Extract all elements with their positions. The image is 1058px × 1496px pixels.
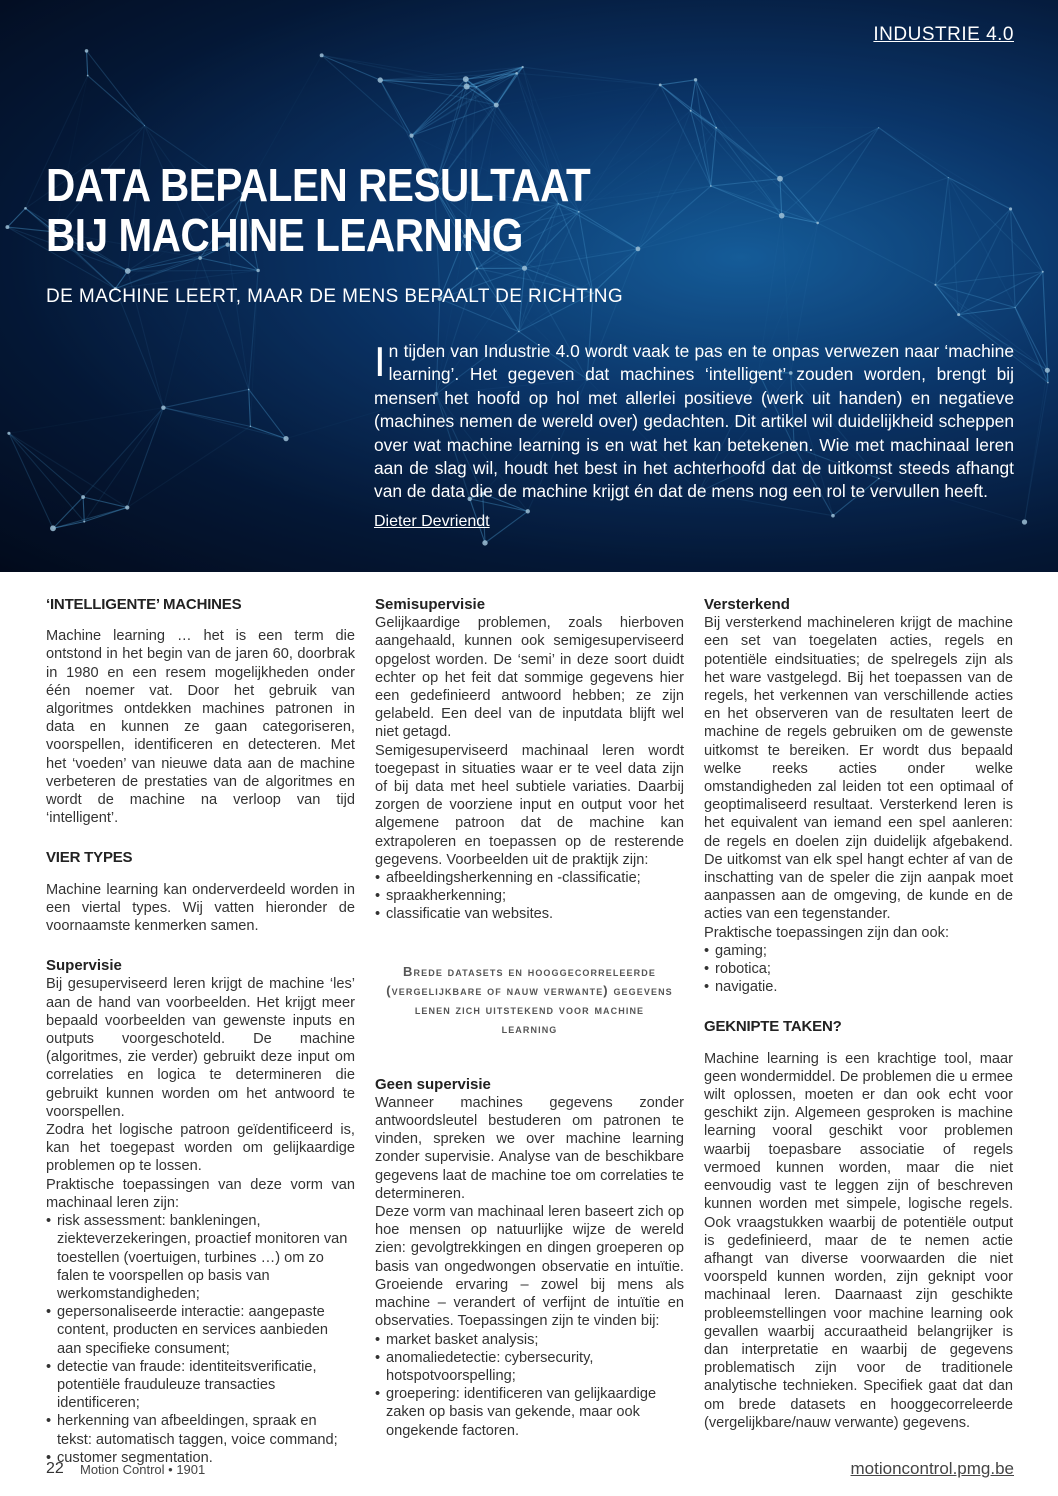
- semisupervisie-bullet-list: [375, 869, 684, 924]
- author-link[interactable]: Dieter Devriendt: [374, 513, 490, 530]
- paragraph-geen-supervisie-1: Wanneer machines gegevens zonder antwoordsleutel bestuderen om patronen te vinden, spreken we over machine learning zonder supervisie. Analyse van de beschikbare gegevens laat de machine toe om correlaties te determineren.: [375, 1094, 684, 1202]
- paragraph-supervisie-1: Bij gesuperviseerd leren krijgt de machine ‘les’ aan de hand van voorbeelden. Het krijgt meer bepaald voorbeelden van gewenste inputs en outputs voorgeschoteld. De machine (algoritmes, zie verder) gebruikt deze input om correlaties en logica te determineren die gebruikt kunnen worden om het antwoord te voorspellen.: [46, 976, 355, 1120]
- supervisie-bullet-list: [46, 1212, 355, 1467]
- hero-banner: [0, 0, 1058, 572]
- paragraph-versterkend-1: Bij versterkend machineleren krijgt de machine een set van toegelaten acties, regels en potentiële eindsituaties; de spelregels zijn als het ware vastgelegd. Bij het toepassen van de regels, het verkennen van verschillende acties en het observeren van de resultaten leert de machine de regels gebruiken om de gewenste uitkomst te bereiken. Er wordt dus bepaald welke reeks acties onder welke omstandigheden zal leiden tot een optimaal of geoptimaliseerd resultaat. Versterkend leren is het equivalent van iemand een spel aanleren: de regels en doelen zijn duidelijk afgebakend. De uitkomst van elk spel hangt echter af van de inschatting van de speler die zijn aanpak moet aanpassen aan de omgeving, de kunde en de acties van een tegenstander.: [704, 615, 1013, 923]
- heading-geknipte-taken: GEKNIPTE TAKEN?: [704, 1018, 842, 1036]
- paragraph-geen-supervisie-2: Deze vorm van machinaal leren baseert zich op hoe mensen op natuurlijke wijze de wereld zien: gevolgtrekkingen en dingen groeperen op basis van ongedwongen observatie en intuïtie. Groeiende ervaring – zowel bij mens als machine – verandert of verfijnt de intuïtie en observaties. Toepassingen zijn te vinden bij:: [375, 1204, 684, 1330]
- paragraph-semisupervisie-2: Semigesuperviseerd machinaal leren wordt toegepast in situaties waar er te veel data zijn of bij data met heel subtiele variaties. Daarbij zorgen de voorziene input en output voor het algemene patroon dat de machine kan extrapoleren en toepassen op de resterende gegevens. Voorbeelden uit de praktijk zijn:: [375, 742, 684, 868]
- subheading-versterkend: Versterkend: [704, 596, 790, 613]
- article-headline: [46, 160, 662, 260]
- intro-paragraph: [374, 340, 1014, 504]
- list-item: • gaming;: [704, 942, 1013, 960]
- list-item: • afbeeldingsherkenning en -classificatie;: [375, 869, 684, 887]
- list-item: • market basket analysis;: [375, 1331, 684, 1349]
- paragraph-intelligente-machines: Machine learning … het is een term die ontstond in het begin van de jaren 60, doorbrak in 1980 en een resem mogelijkheden onder één noemer vat. Door het gebruik van algoritmes ontdekken machines patronen in data en kunnen ze gaan categoriseren, voorspellen, identificeren en detecteren. Met het ‘voeden’ van nieuwe data aan de machine verbeteren de prestaties van de algoritmes en wordt de machine na verloop van tijd ‘intelligent’.: [46, 628, 355, 827]
- list-item: • groepering: identificeren van gelijkaardige zaken op basis van gekende, maar ook ongekende factoren.: [375, 1385, 684, 1440]
- article-subheadline: DE MACHINE LEERT, MAAR DE MENS BEPAALT DE RICHTING: [46, 286, 624, 307]
- list-item: • herkenning van afbeeldingen, spraak en tekst: automatisch taggen, voice command;: [46, 1412, 355, 1448]
- paragraph-supervisie-3: Praktische toepassingen van deze vorm van machinaal leren zijn:: [46, 1176, 355, 1211]
- subheading-supervisie: Supervisie: [46, 957, 122, 975]
- list-item: • anomaliedetectie: cybersecurity, hotspotvoorspelling;: [375, 1349, 684, 1385]
- versterkend-bullet-list: [704, 942, 1013, 997]
- section-tag-link[interactable]: INDUSTRIE 4.0: [873, 24, 1014, 45]
- paragraph-semisupervisie-1: Gelijkaardige problemen, zoals hierboven aangehaald, kunnen ook semigesuperviseerd opgelost worden. De ‘semi’ in deze soort duidt echter op het feit dat sommige gegevens hier een gedefinieerd antwoord hebben; ze zijn gelabeld. Een deel van de inputdata blijft wel niet getagd.: [375, 615, 684, 741]
- heading-intelligente-machines: ‘INTELLIGENTE’ MACHINES: [46, 596, 242, 613]
- pull-quote: Brede datasets en hooggecorreleerde (vergelijkbare of nauw verwante) gegevens lenen zich uitstekend voor machine learning: [386, 963, 673, 1036]
- list-item: • robotica;: [704, 960, 1013, 978]
- list-item: • spraakherkenning;: [375, 887, 684, 905]
- intro-dropcap: I: [374, 338, 386, 385]
- page-number: 22: [46, 1460, 64, 1477]
- geen-supervisie-bullet-list: [375, 1331, 684, 1440]
- website-link[interactable]: motioncontrol.pmg.be: [850, 1459, 1014, 1478]
- list-item: • risk assessment: bankleningen, ziekteverzekeringen, proactief monitoren van toestellen (voertuigen, turbines …) om zo falen te voorspellen op basis van werkomstandigheden;: [46, 1212, 355, 1303]
- headline-line-2: BIJ MACHINE LEARNING: [46, 209, 523, 261]
- list-item: • customer segmentation.: [46, 1449, 355, 1467]
- headline-line-1: DATA BEPALEN RESULTAAT: [46, 159, 591, 211]
- column-3: [704, 596, 1013, 1432]
- list-item: • navigatie.: [704, 978, 1013, 996]
- paragraph-geknipte-taken: Machine learning is een krachtige tool, maar geen wondermiddel. De problemen die u ermee wilt oplossen, moeten er dan ook echt voor geschikt zijn. Algemeen gesproken is machine learning vooral geschikt voor problemen waarbij toepasbare associatie of regels vermoed kunnen worden, maar die niet eenvoudig vast te leggen zijn of beschreven kunnen worden met simpele, logische regels. Ook vraagstukken waarbij de potentiële output is gedefinieerd, maar de te nemen actie afhangt van diverse voorwaarden die niet voorspeld kunnen worden, zijn geknipt voor machinaal leren. Daarnaast zijn geschikte probleemstellingen voor machine learning ook gevallen waarbij accuraatheid belangrijker is dan interpretatie en waarbij de gegevens problematisch zijn voor de traditionele analytische technieken. Specifiek gaat dat dan om brede datasets en hooggecorreleerde (vergelijkbare/nauw verwante) gegevens.: [704, 1050, 1013, 1431]
- column-1: [46, 596, 355, 1467]
- column-2: [375, 596, 684, 1440]
- publication-name: Motion Control • 1901: [80, 1462, 206, 1477]
- list-item: • classificatie van websites.: [375, 905, 684, 923]
- heading-vier-types: VIER TYPES: [46, 849, 133, 867]
- list-item: • detectie van fraude: identiteitsverificatie, potentiële frauduleuze transacties identificeren;: [46, 1358, 355, 1413]
- paragraph-supervisie-2: Zodra het logische patroon geïdentificeerd is, kan het toegepast worden om gelijkaardige problemen op te lossen.: [46, 1122, 355, 1175]
- paragraph-versterkend-2: Praktische toepassingen zijn dan ook:: [704, 924, 950, 941]
- intro-text: n tijden van Industrie 4.0 wordt vaak te pas en te onpas verwezen naar ‘machine learning’. Het gegeven dat machines ‘intelligent’ zouden worden, brengt bij mensen het hoofd op hol met allerlei positieve (werk uit handen) en negatieve (machines nemen de wereld over) gedachten. Dit artikel wil duidelijkheid scheppen over wat machine learning is en wat het kan betekenen. Wie met machinaal leren aan de slag wil, houdt het best in het achterhoofd dat de uitkomst steeds afhangt van de data die de machine krijgt én dat de mens nog een rol te vervullen heeft.: [374, 341, 1014, 502]
- subheading-geen-supervisie: Geen supervisie: [375, 1075, 491, 1093]
- paragraph-vier-types: Machine learning kan onderverdeeld worden in een viertal types. Wij vatten hieronder de voornaamste kenmerken samen.: [46, 881, 355, 935]
- subheading-semisupervisie: Semisupervisie: [375, 596, 486, 613]
- list-item: • gepersonaliseerde interactie: aangepaste content, producten en services aanbieden aan specifieke consument;: [46, 1303, 355, 1358]
